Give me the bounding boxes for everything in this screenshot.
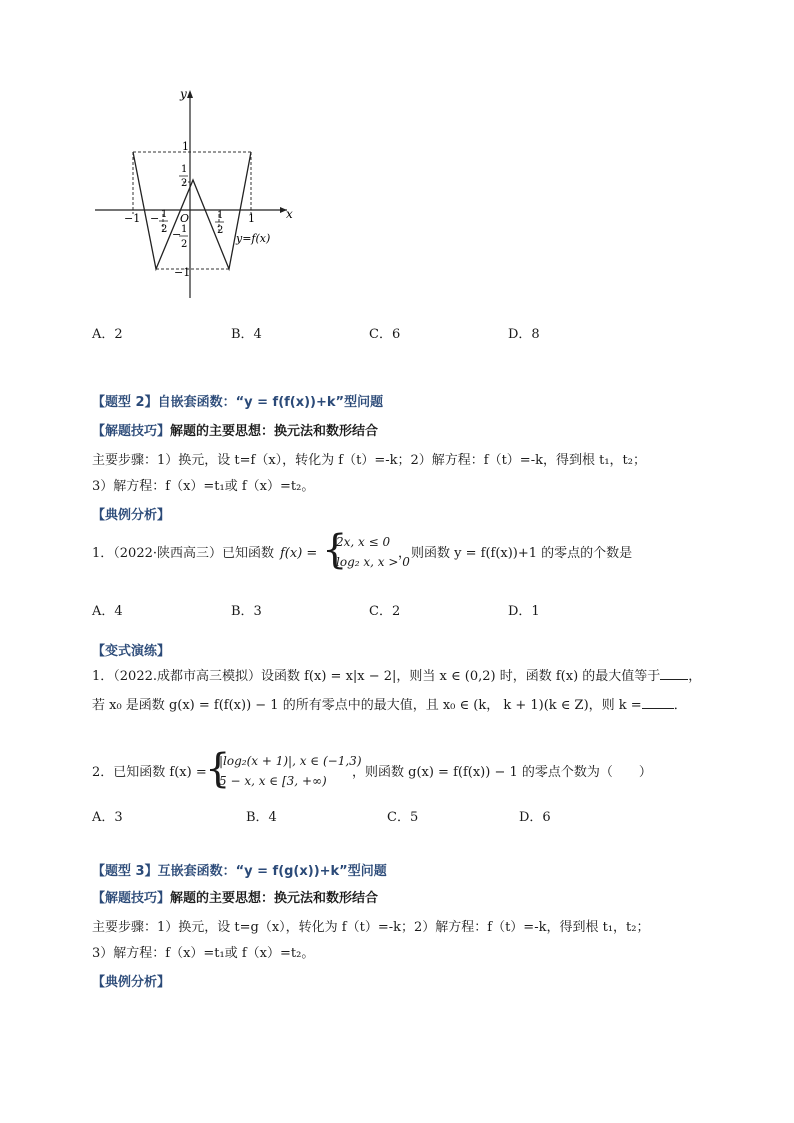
function-graph <box>90 84 300 304</box>
x-axis-label: x <box>286 207 293 221</box>
example1-suffix: ，则函数 y = f(f(x))+1 的零点的个数是 <box>398 546 633 561</box>
example-label: 【典例分析】 <box>92 508 171 523</box>
practice1-line2 <box>92 697 687 715</box>
y-axis-label: y <box>180 87 187 101</box>
x-tick-neg1: −1 <box>124 212 141 225</box>
steps3-line-1: 主要步骤：1）换元，设 t=g（x），转化为 f（t）=-k；2）解方程：f（t）=-k，得到根 t₁，t₂； <box>92 920 650 935</box>
curve-label: y=f(x) <box>236 232 271 245</box>
example1-prefix: 1．（2022·陕西高三）已知函数 <box>92 546 274 561</box>
pr2-option-d[interactable]: D．6 <box>519 810 551 825</box>
tip-line-type2 <box>92 423 378 441</box>
practice1-line2-text: 若 x₀ 是函数 g(x) = f(f(x)) − 1 的所有零点中的最大值，且 x₀ ∈ (k， k + 1)(k ∈ Z)，则 k = <box>92 698 642 713</box>
practice-label: 【变式演练】 <box>92 644 171 659</box>
ex1-option-d[interactable]: D．1 <box>508 604 540 619</box>
example1-case1: 2x, x ≤ 0 <box>336 535 391 549</box>
practice1-line2-end: ． <box>673 698 687 713</box>
practice2-prefix: 2．已知函数 f(x) = <box>92 765 207 780</box>
pr2-option-b[interactable]: B．4 <box>246 810 277 825</box>
option-a[interactable]: A．2 <box>92 327 123 342</box>
tip-text: 解题的主要思想：换元法和数形结合 <box>170 424 379 439</box>
steps3-line-2: 3）解方程：f（x）=t₁或 f（x）=t₂。 <box>92 946 315 961</box>
practice1-line1-text: 1．（2022.成都市高三模拟）设函数 f(x) = x|x − 2|，则当 x ∈ (0,2) 时，函数 f(x) 的最大值等于 <box>92 669 661 684</box>
practice1-line1 <box>92 668 701 686</box>
ex1-option-c[interactable]: C．2 <box>369 604 401 619</box>
tip-label-3: 【解题技巧】 <box>92 891 171 906</box>
y-tick-neghalf-sign: − <box>172 228 182 241</box>
tip-line-type3 <box>92 890 378 908</box>
section-title-type2: 【题型 2】自嵌套函数：“y = f(f(x))+k”型问题 <box>92 395 384 410</box>
y-tick-1: 1 <box>182 140 189 153</box>
practice2-case1: |log₂(x + 1)|, x ∈ (−1,3) <box>219 754 362 768</box>
example-label-3: 【典例分析】 <box>92 975 171 990</box>
brace-2: { <box>205 746 231 792</box>
y-tick-neghalf-den: 2 <box>181 239 188 250</box>
x-tick-neghalf-sign: − <box>150 212 160 225</box>
brace: { <box>322 527 348 573</box>
x-tick-neghalf-den: 2 <box>161 224 168 235</box>
option-c[interactable]: C．6 <box>369 327 401 342</box>
practice1-line1-end: ， <box>688 669 702 684</box>
x-tick-half-num: 1 <box>217 210 224 221</box>
y-tick-half-den: 2 <box>181 178 188 189</box>
pr2-option-c[interactable]: C．5 <box>387 810 419 825</box>
ex1-option-a[interactable]: A．4 <box>92 604 123 619</box>
steps-line-1: 主要步骤：1）换元，设 t=f（x），转化为 f（t）=-k；2）解方程：f（t）=-k，得到根 t₁，t₂； <box>92 453 646 468</box>
tip-label: 【解题技巧】 <box>92 424 171 439</box>
origin-label: O <box>180 212 190 225</box>
x-tick-neghalf-num: 1 <box>161 209 168 220</box>
y-tick-neg1: −1 <box>174 266 191 279</box>
ex1-option-b[interactable]: B．3 <box>231 604 262 619</box>
example1-case2: log₂ x, x > 0 <box>336 555 410 569</box>
example1-fx: f(x) = <box>280 546 318 561</box>
x-tick-half-den: 2 <box>217 225 224 236</box>
practice2-suffix: ，则函数 g(x) = f(f(x)) − 1 的零点个数为（ ） <box>352 765 652 780</box>
answer-blank-2[interactable] <box>642 708 674 709</box>
answer-blank-1[interactable] <box>660 679 688 680</box>
tip-text-3: 解题的主要思想：换元法和数形结合 <box>170 891 379 906</box>
y-tick-neghalf-num: 1 <box>181 224 188 235</box>
x-tick-1: 1 <box>248 212 255 225</box>
y-axis-arrow <box>187 90 193 98</box>
option-d[interactable]: D．8 <box>508 327 540 342</box>
practice2-case2: 5 − x, x ∈ [3, +∞) <box>219 774 327 788</box>
y-tick-half-num: 1 <box>181 164 188 175</box>
option-b[interactable]: B．4 <box>231 327 262 342</box>
steps-line-2: 3）解方程：f（x）=t₁或 f（x）=t₂。 <box>92 479 315 494</box>
pr2-option-a[interactable]: A．3 <box>92 810 123 825</box>
section-title-type3: 【题型 3】互嵌套函数：“y = f(g(x))+k”型问题 <box>92 864 387 879</box>
